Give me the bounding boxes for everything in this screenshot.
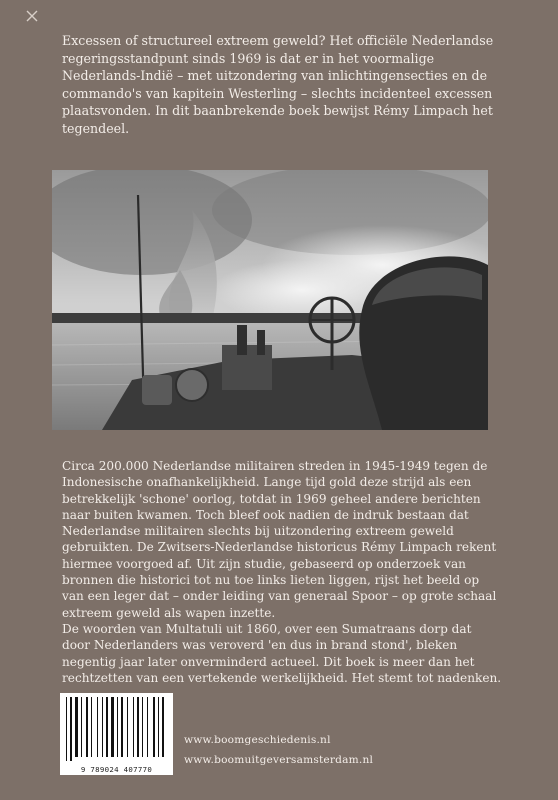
intro-text: Excessen of structureel extreem geweld? Het officiële Nederlandse regeringsstandpunt sinds 1969 is dat er in het voormalige Nederlands-Indië – met uitzondering van inlichtingensecties en de commando's van kapitein Westerling – slechts incidenteel excessen plaatsvonden. In dit baanbrekende boek bewijst Rémy Limpach het tegendeel.	[62, 33, 494, 136]
barcode-bars	[60, 693, 173, 763]
barcode-bar	[70, 697, 72, 761]
back-cover-body	[62, 458, 502, 686]
barcode-bar	[75, 697, 78, 757]
barcode-bar	[153, 697, 155, 757]
barcode-bar	[111, 697, 114, 757]
barcode-bar	[121, 697, 123, 757]
publisher-links	[184, 730, 373, 770]
publisher-link-1[interactable]: www.boomgeschiedenis.nl	[184, 734, 331, 746]
barcode-bar	[127, 697, 128, 757]
barcode-bar	[137, 697, 139, 757]
body-paragraph-2: De woorden van Multatuli uit 1860, over een Sumatraans dorp dat door Nederlanders was veroverd 'en dus in brand stond', bleken negentig jaar later onverminderd actueel. Dit boek is meer dan het rechtzetten van een vertekende werkelijkheid. Het stemt tot nadenken.	[62, 621, 502, 685]
barcode-bar	[66, 697, 67, 761]
barcode-bar	[158, 697, 159, 757]
barcode-bar	[142, 697, 143, 757]
barcode-bar	[147, 697, 148, 757]
barcode-bar	[106, 697, 108, 757]
barcode-bar	[102, 697, 103, 757]
body-paragraph-1: Circa 200.000 Nederlandse militairen streden in 1945-1949 tegen de Indonesische onafhankelijkheid. Lange tijd gold deze strijd als een betrekkelijk 'schone' oorlog, totdat in 1969 geheel andere berichten naar buiten kwamen. Toch bleef ook nadien de indruk bestaan dat Nederlandse militairen slechts bij uitzondering extreem geweld gebruikten. De Zwitsers-Nederlandse historicus Rémy Limpach rekent hiermee voorgoed af. Uit zijn studie, gebaseerd op onderzoek van bronnen die historici tot nu toe links lieten liggen, rijst het beeld op van een leger dat – onder leiding van generaal Spoor – op grote schaal extreem geweld als wapen inzette.	[62, 459, 497, 620]
barcode-bar	[97, 697, 98, 757]
publisher-link-2[interactable]: www.boomuitgeversamsterdam.nl	[184, 754, 374, 766]
barcode-bar	[133, 697, 134, 757]
barcode-bar	[91, 697, 92, 757]
barcode-bar	[162, 697, 164, 757]
corner-mark-icon	[24, 8, 40, 24]
barcode-bar	[117, 697, 118, 757]
cover-photo	[52, 170, 488, 430]
ship-deck-photo	[52, 170, 488, 430]
isbn-barcode	[60, 693, 173, 775]
barcode-number: 9 789024 407770	[80, 765, 153, 774]
barcode-bar	[81, 697, 82, 757]
barcode-bar	[86, 697, 88, 757]
